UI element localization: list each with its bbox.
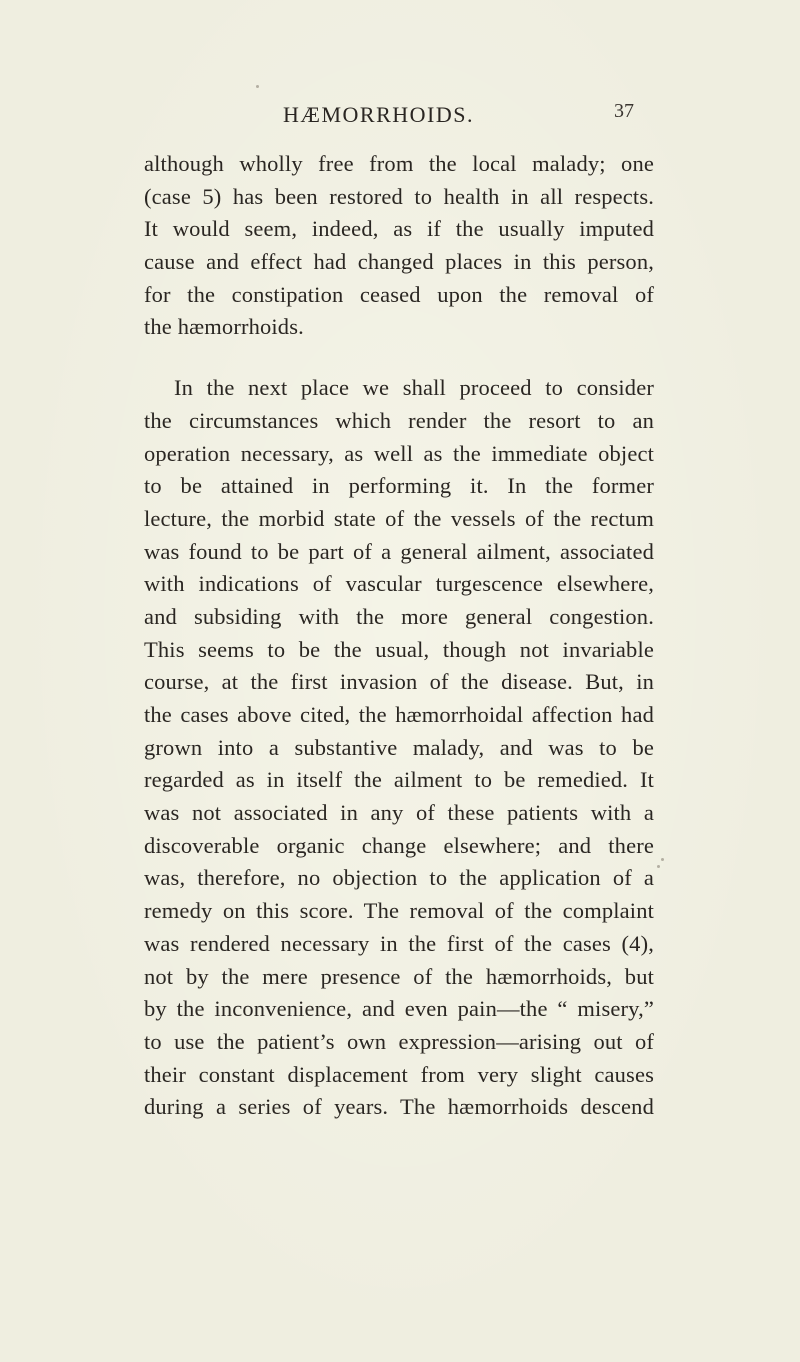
text-line: It would seem, indeed, as if the usually imputed bbox=[144, 216, 654, 242]
text-line: was not associated in any of these patients with a bbox=[144, 800, 654, 826]
text-line: grown into a substantive malady, and was to be bbox=[144, 734, 654, 760]
paper-speck bbox=[256, 85, 259, 88]
text-line: was rendered necessary in the first of the cases (4), bbox=[144, 930, 654, 956]
paragraph-2 bbox=[144, 372, 654, 1124]
text-line: (case 5) has been restored to health in all respects. bbox=[144, 183, 654, 209]
body-text bbox=[144, 148, 654, 1124]
text-line: and subsiding with the more general congestion. bbox=[144, 603, 654, 629]
paper-speck bbox=[661, 858, 664, 861]
paragraph-1 bbox=[144, 148, 654, 344]
text-line: the hæmorrhoids. bbox=[144, 314, 304, 340]
text-line: for the constipation ceased upon the removal of bbox=[144, 281, 654, 307]
page-number: 37 bbox=[614, 100, 634, 122]
text-line: was found to be part of a general ailment, associated bbox=[144, 538, 654, 564]
text-line: cause and effect had changed places in this person, bbox=[144, 249, 654, 275]
text-line: during a series of years. The hæmorrhoids descend bbox=[144, 1094, 654, 1120]
text-line: discoverable organic change elsewhere; and there bbox=[144, 832, 654, 858]
text-line: by the inconvenience, and even pain—the “ misery,” bbox=[144, 996, 654, 1022]
paragraph-gap bbox=[144, 344, 654, 372]
text-line: not by the mere presence of the hæmorrhoids, but bbox=[144, 963, 654, 989]
text-line: operation necessary, as well as the immediate object bbox=[144, 440, 654, 466]
text-line: to use the patient’s own expression—arising out of bbox=[144, 1028, 654, 1054]
text-line: regarded as in itself the ailment to be remedied. It bbox=[144, 767, 654, 793]
text-line: This seems to be the usual, though not invariable bbox=[144, 636, 654, 662]
text-line: the circumstances which render the resort to an bbox=[144, 407, 654, 433]
text-line: lecture, the morbid state of the vessels of the rectum bbox=[144, 505, 654, 531]
text-line: course, at the first invasion of the disease. But, in bbox=[144, 669, 654, 695]
text-line: the cases above cited, the hæmorrhoidal affection had bbox=[144, 702, 654, 727]
text-line: In the next place we shall proceed to consider bbox=[174, 375, 654, 401]
text-line: their constant displacement from very slight causes bbox=[144, 1061, 654, 1087]
paper-speck bbox=[657, 865, 660, 868]
running-head bbox=[0, 100, 800, 130]
running-title: HÆMORRHOIDS. bbox=[283, 102, 474, 127]
text-line: although wholly free from the local malady; one bbox=[144, 151, 654, 176]
text-line: was, therefore, no objection to the application of a bbox=[144, 865, 654, 891]
text-line: remedy on this score. The removal of the complaint bbox=[144, 898, 654, 924]
text-line: to be attained in performing it. In the former bbox=[144, 473, 654, 499]
text-line: with indications of vascular turgescence elsewhere, bbox=[144, 571, 654, 597]
